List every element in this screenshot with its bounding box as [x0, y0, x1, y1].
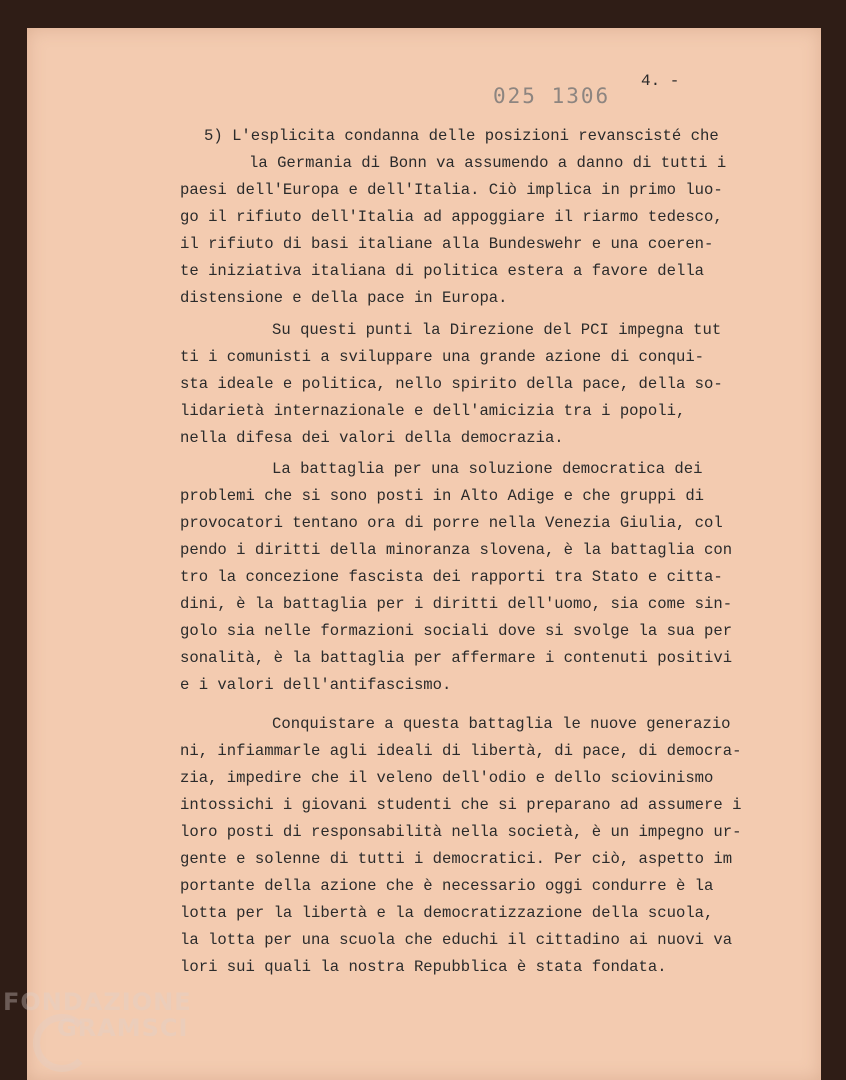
text-line: zia, impedire che il veleno dell'odio e dello sciovinismo: [180, 769, 714, 787]
text-line: lidarietà internazionale e dell'amicizia tra i popoli,: [180, 402, 686, 420]
text-line: La battaglia per una soluzione democratica dei: [272, 460, 703, 478]
logo-ring-icon: [33, 1014, 91, 1072]
text-line: sta ideale e politica, nello spirito della pace, della so-: [180, 375, 723, 393]
text-line: golo sia nelle formazioni sociali dove si svolge la sua per: [180, 622, 733, 640]
watermark-line-2: GRAMSCI: [57, 1014, 189, 1042]
text-line: pendo i diritti della minoranza slovena, è la battaglia con: [180, 541, 733, 559]
text-line: ti i comunisti a sviluppare una grande azione di conqui-: [180, 348, 705, 366]
text-line: lori sui quali la nostra Repubblica è stata fondata.: [180, 958, 667, 976]
text-line: nella difesa dei valori della democrazia.: [180, 429, 564, 447]
watermark-line-1: FONDAZIONE: [3, 988, 192, 1016]
text-line: Conquistare a questa battaglia le nuove generazio: [272, 715, 731, 733]
page-number: 4. -: [641, 72, 680, 90]
text-line: ni, infiammarle agli ideali di libertà, di pace, di democra-: [180, 742, 742, 760]
text-line: distensione e della pace in Europa.: [180, 289, 508, 307]
text-line: lotta per la libertà e la democratizzazione della scuola,: [180, 904, 714, 922]
text-line: tro la concezione fascista dei rapporti tra Stato e citta-: [180, 568, 723, 586]
text-line: gente e solenne di tutti i democratici. Per ciò, aspetto im: [180, 850, 733, 868]
text-line: sonalità, è la battaglia per affermare i contenuti positivi: [180, 649, 733, 667]
text-line: 5) L'esplicita condanna delle posizioni revanscisté che: [204, 127, 719, 145]
text-line: dini, è la battaglia per i diritti dell'uomo, sia come sin-: [180, 595, 733, 613]
text-line: problemi che si sono posti in Alto Adige e che gruppi di: [180, 487, 705, 505]
text-line: paesi dell'Europa e dell'Italia. Ciò implica in primo luo-: [180, 181, 723, 199]
archive-number-stamp: 025 1306: [493, 84, 611, 108]
text-line: provocatori tentano ora di porre nella Venezia Giulia, col: [180, 514, 723, 532]
text-line: la lotta per una scuola che educhi il cittadino ai nuovi va: [180, 931, 733, 949]
text-line: e i valori dell'antifascismo.: [180, 676, 452, 694]
text-line: loro posti di responsabilità nella società, è un impegno ur-: [180, 823, 742, 841]
text-line: il rifiuto di basi italiane alla Bundeswehr e una coeren-: [180, 235, 714, 253]
text-line: portante della azione che è necessario oggi condurre è la: [180, 877, 714, 895]
text-line: go il rifiuto dell'Italia ad appoggiare il riarmo tedesco,: [180, 208, 723, 226]
text-line: Su questi punti la Direzione del PCI impegna tut: [272, 321, 722, 339]
text-line: intossichi i giovani studenti che si preparano ad assumere i: [180, 796, 742, 814]
text-line: te iniziativa italiana di politica estera a favore della: [180, 262, 705, 280]
fondazione-gramsci-watermark: [3, 988, 192, 1042]
text-line: la Germania di Bonn va assumendo a danno di tutti i: [249, 154, 727, 172]
